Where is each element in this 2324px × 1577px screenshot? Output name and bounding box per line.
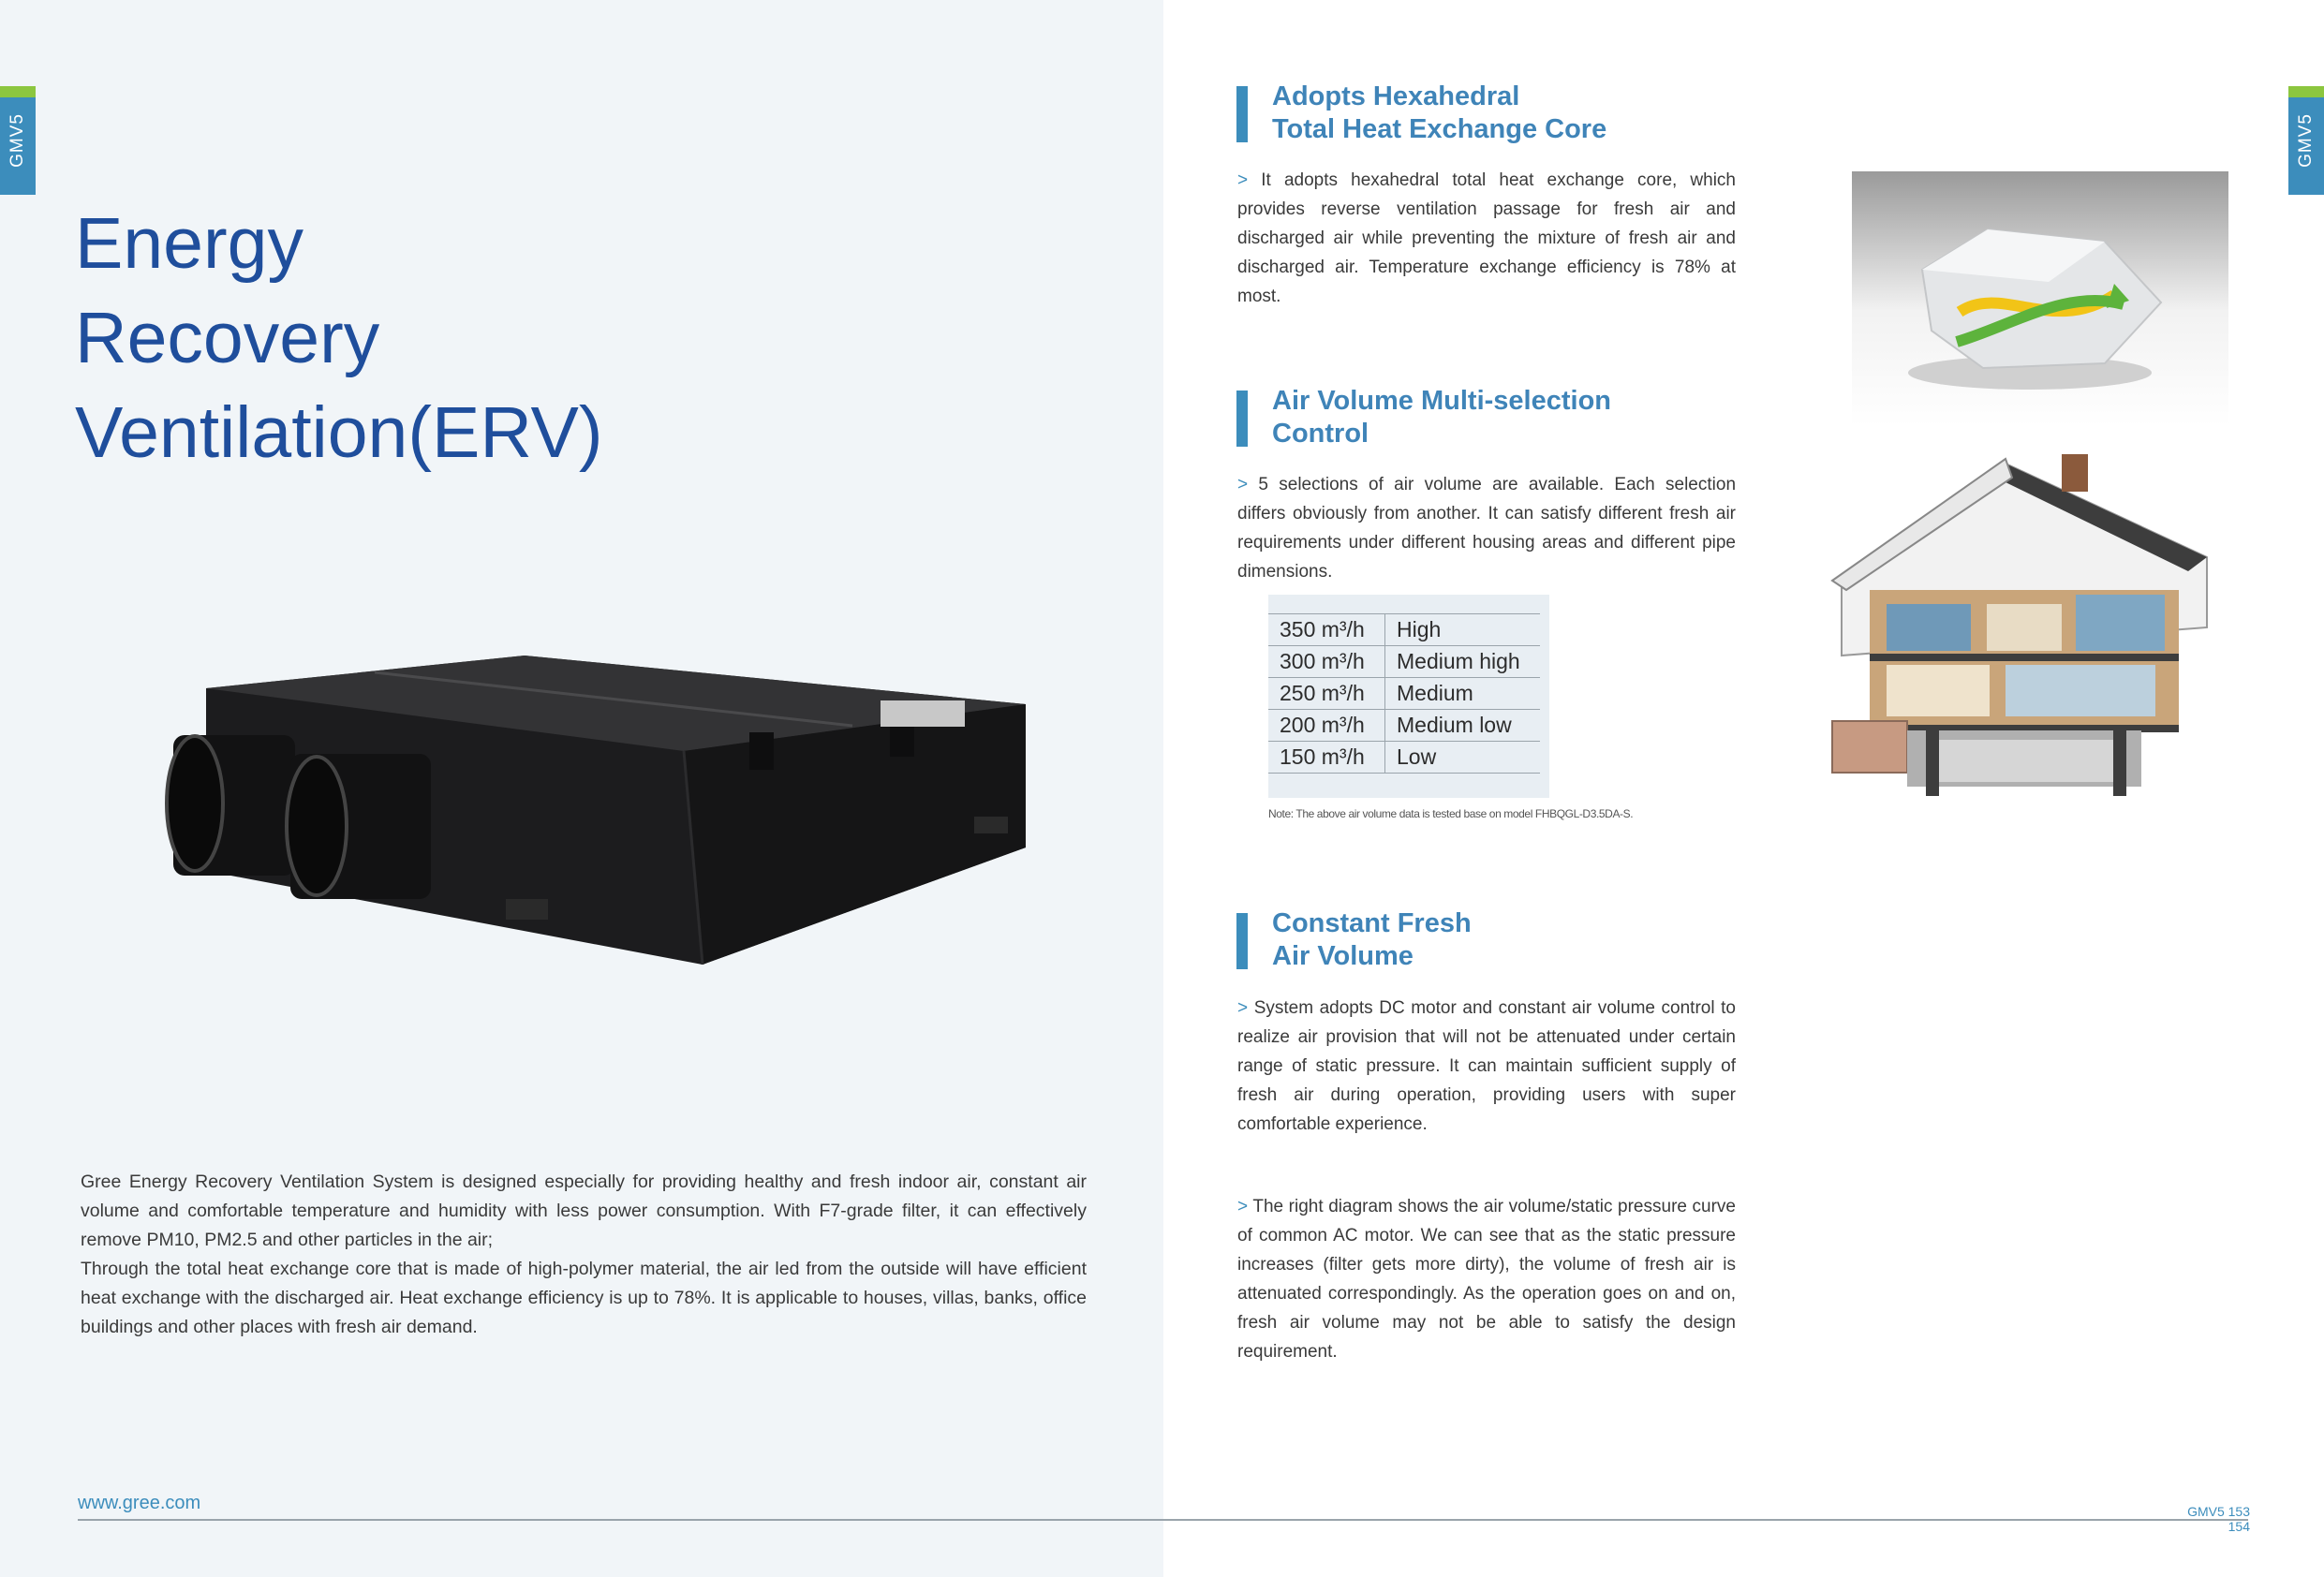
table-row — [1268, 614, 1540, 646]
section-accent-bar — [1236, 391, 1248, 447]
table-note: Note: The above air volume data is tested base on model FHBQGL-D3.5DA-S. — [1268, 807, 1634, 820]
air-volume-level: Low — [1385, 742, 1541, 774]
section-paragraph — [1237, 994, 1736, 1139]
section-title-line: Air Volume — [1272, 941, 1414, 971]
table-row — [1268, 678, 1540, 710]
section-accent-bar — [1236, 86, 1248, 142]
section-title-line: Total Heat Exchange Core — [1272, 114, 1607, 144]
bullet-marker: > — [1237, 998, 1249, 1018]
bullet-marker: > — [1237, 170, 1249, 190]
air-volume-level: High — [1385, 614, 1541, 646]
section-title-line: Air Volume Multi-selection — [1272, 386, 1612, 416]
website-link[interactable]: www.gree.com — [78, 1493, 201, 1513]
side-tab-left — [0, 86, 36, 195]
side-tab-label: GMV5 — [7, 113, 27, 168]
section-title — [1272, 907, 1472, 973]
air-volume-value: 350 m³/h — [1268, 614, 1385, 646]
page-title-line: Recovery — [75, 298, 380, 378]
bullet-marker: > — [1237, 475, 1249, 494]
section-paragraph — [1237, 166, 1736, 311]
table-row — [1268, 646, 1540, 678]
page-title-line: Energy — [75, 203, 303, 284]
air-volume-table — [1268, 613, 1540, 774]
section-paragraph-text: It adopts hexahedral total heat exchange core, which provides reverse ventilation passage for fresh air and discharged air while preventing the mixture of fresh air and discharged air. Temperature exchange efficiency is 78% at most. — [1237, 170, 1737, 306]
section-title-line: Constant Fresh — [1272, 908, 1472, 938]
page-title-line: Ventilation(ERV) — [75, 392, 603, 473]
intro-paragraph: Through the total heat exchange core that is made of high-polymer material, the air led from the outside will have efficient heat exchange with the discharged air. Heat exchange efficiency is up to 78%. It is applicable to houses, villas, banks, office buildings and other places with fresh air demand. — [81, 1259, 1087, 1337]
intro-paragraph: Gree Energy Recovery Ventilation System is designed especially for providing healthy and fresh indoor air, constant air volume and comfortable temperature and humidity with less power consumption. With F7-grade filter, it can effectively remove PM10, PM2.5 and other particles in the air; — [81, 1172, 1087, 1250]
page-title — [75, 197, 603, 480]
air-volume-level: Medium — [1385, 678, 1541, 710]
erv-unit-image — [159, 646, 1030, 965]
footer-divider — [78, 1519, 2248, 1521]
heat-exchange-core-image — [1852, 171, 2228, 426]
section-paragraph-text: 5 selections of air volume are available. Each selection differs obviously from another. It can satisfy different fresh air requirements under different housing areas and different pipe dimensions. — [1237, 475, 1737, 582]
air-volume-value: 250 m³/h — [1268, 678, 1385, 710]
air-volume-value: 300 m³/h — [1268, 646, 1385, 678]
table-row — [1268, 742, 1540, 774]
air-volume-level: Medium high — [1385, 646, 1541, 678]
air-volume-value: 200 m³/h — [1268, 710, 1385, 742]
section-title — [1272, 81, 1606, 146]
intro-text — [81, 1168, 1087, 1342]
page-number — [2187, 1504, 2250, 1534]
section-title-line: Adopts Hexahedral — [1272, 81, 1520, 111]
page-number-left: GMV5 153 — [2187, 1504, 2250, 1519]
page-number-right: 154 — [2228, 1519, 2250, 1534]
air-volume-table-panel — [1268, 595, 1549, 798]
section-paragraph-text: The right diagram shows the air volume/static pressure curve of common AC motor. We can see that as the static pressure increases (filter gets more dirty), the volume of fresh air is attenuated correspondingly. As the operation goes on and on, fresh air volume may not be able to satisfy the design requirement. — [1237, 1197, 1737, 1362]
section-paragraph — [1237, 470, 1736, 586]
section-accent-bar — [1236, 913, 1248, 969]
air-volume-level: Medium low — [1385, 710, 1541, 742]
section-paragraph — [1237, 1192, 1736, 1366]
section-title-line: Control — [1272, 419, 1369, 449]
side-tab-label: GMV5 — [2296, 113, 2316, 168]
section-title — [1272, 385, 1611, 450]
side-tab-right — [2288, 86, 2324, 195]
house-cutaway-image — [1776, 440, 2274, 801]
air-volume-value: 150 m³/h — [1268, 742, 1385, 774]
bullet-marker: > — [1237, 1197, 1249, 1216]
table-row — [1268, 710, 1540, 742]
section-paragraph-text: System adopts DC motor and constant air volume control to realize air provision that will not be attenuated under certain range of static pressure. It can maintain sufficient supply of fresh air during operation, providing users with super comfortable experience. — [1237, 998, 1736, 1134]
